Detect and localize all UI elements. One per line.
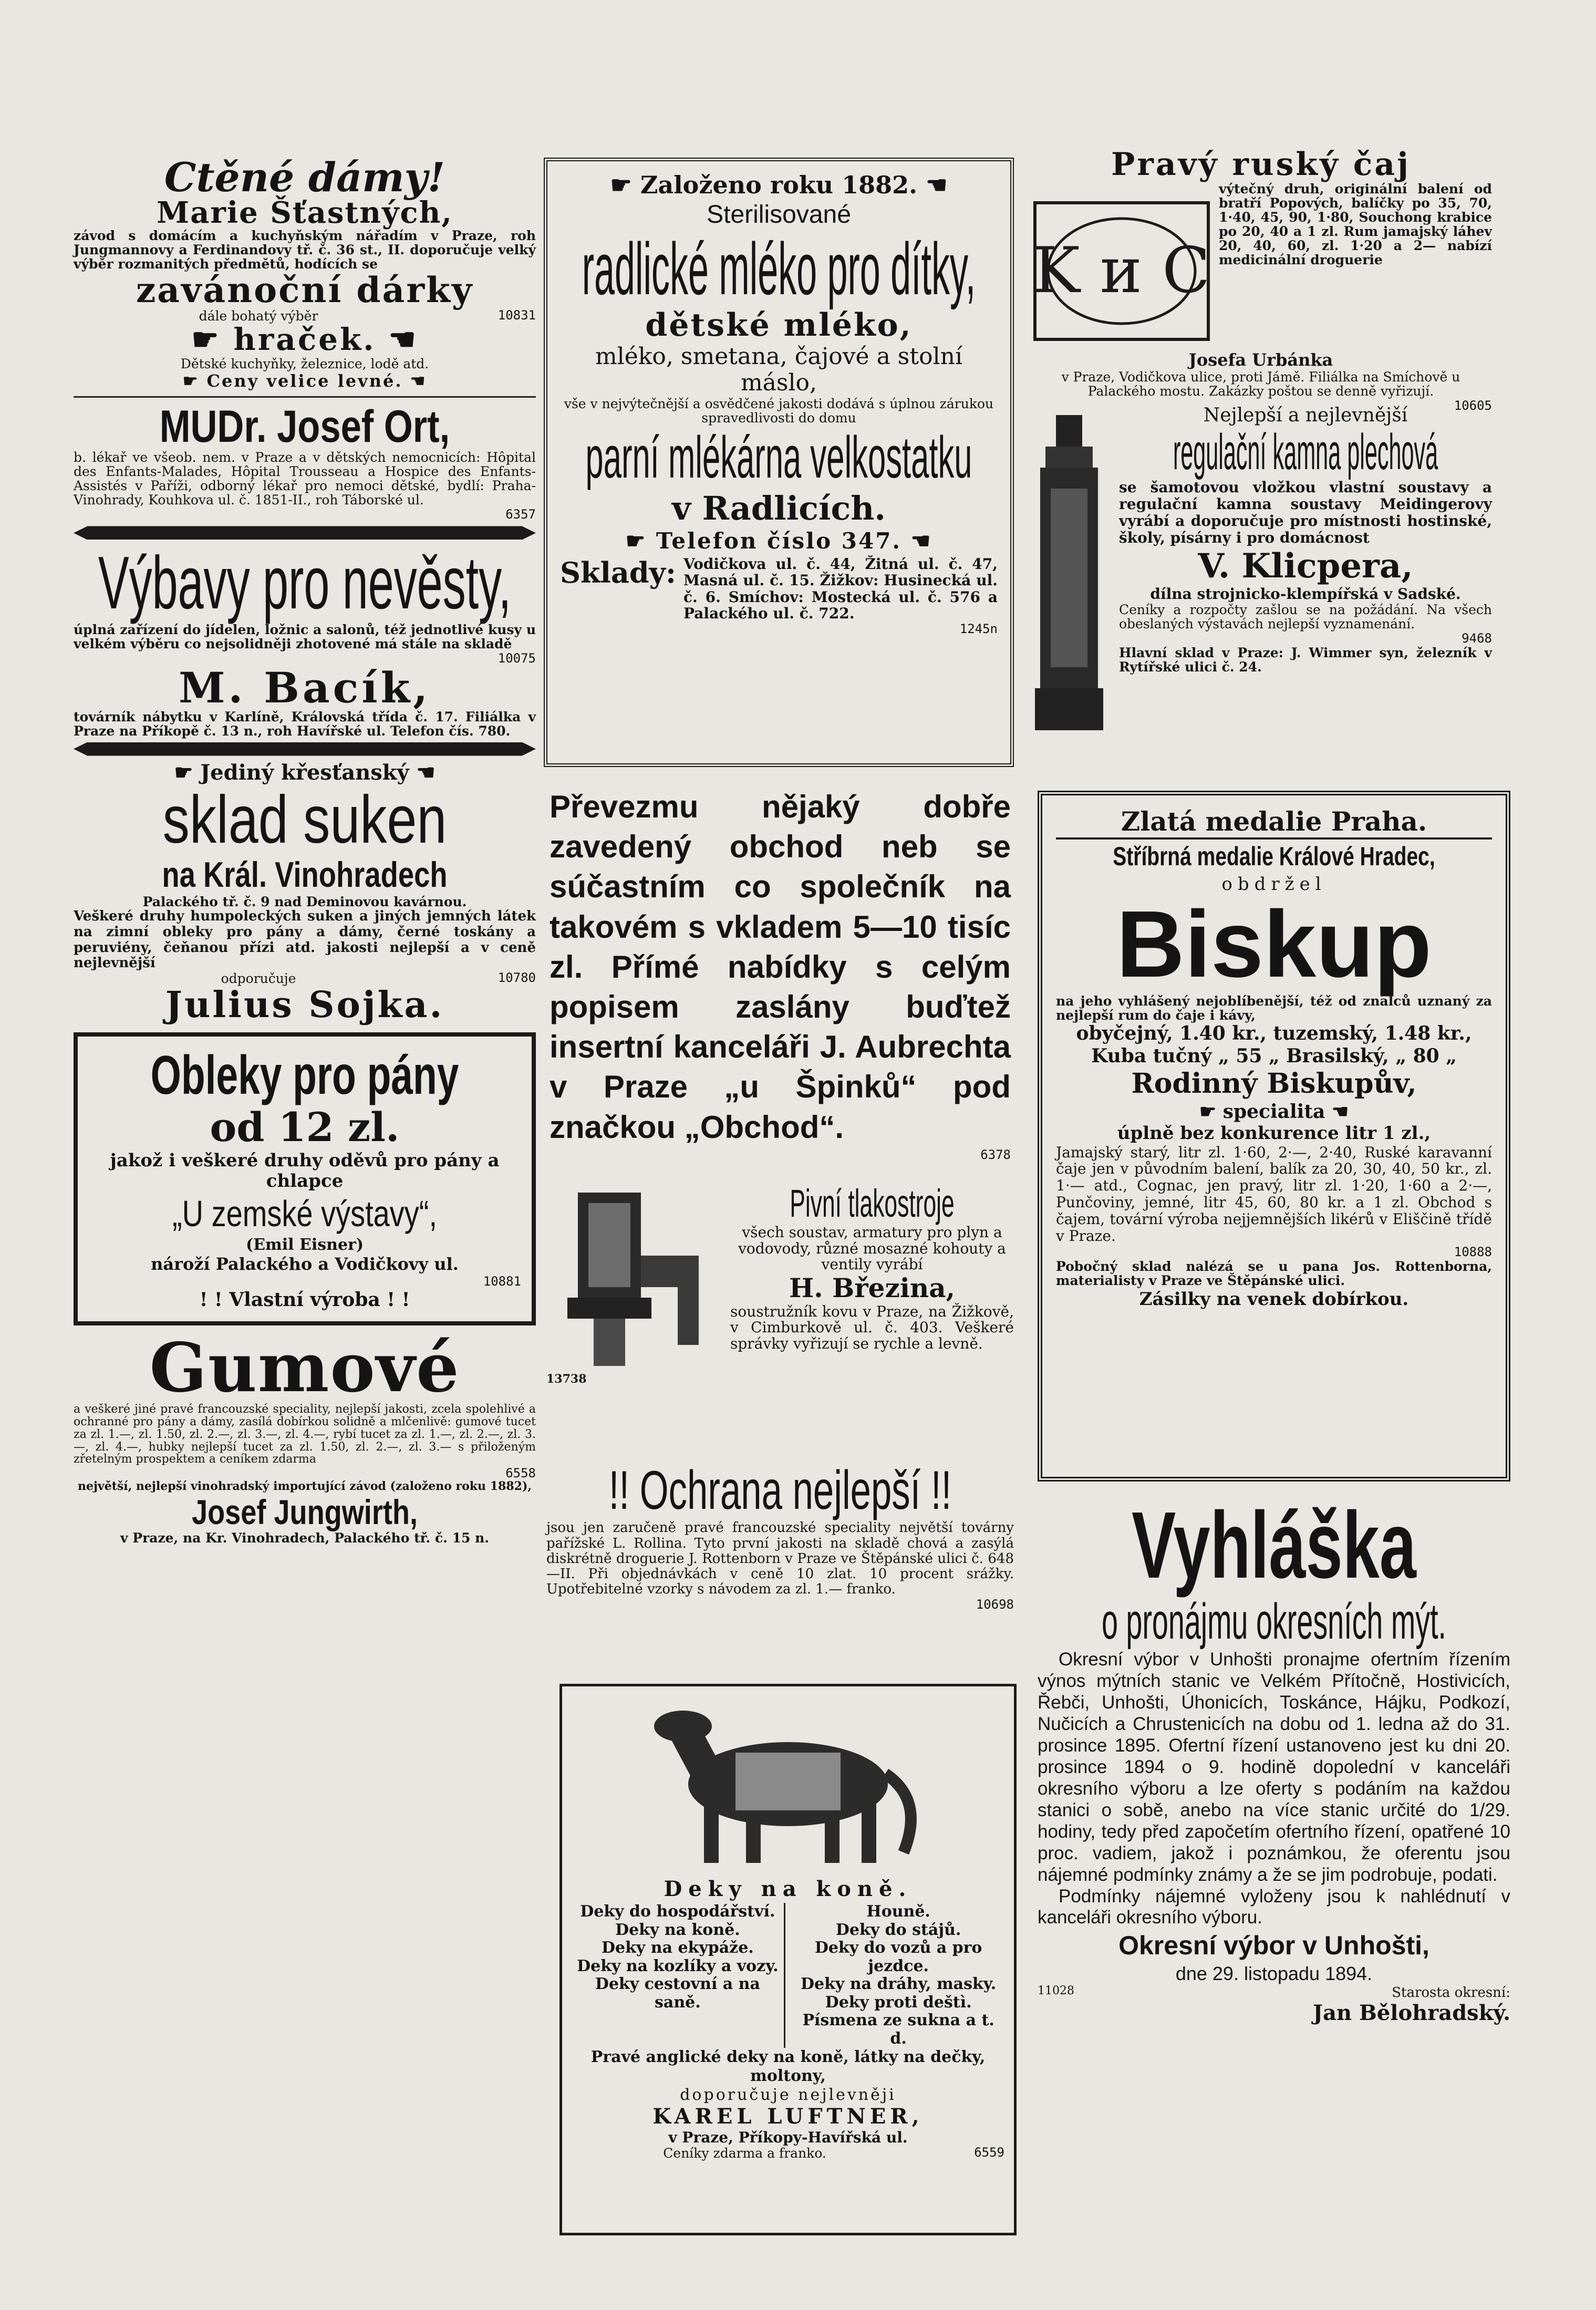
ad-top: ☛ Založeno roku 1882. ☚: [560, 171, 998, 200]
ad-medal: Zlatá medalie Praha.: [1056, 806, 1492, 840]
ad-number: 10605: [1454, 398, 1492, 413]
horse-illustration: [572, 1695, 1004, 1873]
ad-list: mléko, smetana, čajové a stolní máslo,: [595, 343, 963, 397]
ad-address: v Praze, Vodičkova ulice, proti Jámě. Filiálka na Smíchově u Palackého mostu. Zakázky poštou se denně vyřizují.: [1061, 369, 1460, 399]
ad-top: ☛ Jediný křesťanský ☚: [74, 760, 536, 785]
ad-number: 10780: [498, 970, 536, 986]
ad-name: H. Březina,: [789, 1272, 955, 1304]
ad-heading: sklad suken: [162, 782, 447, 857]
ad-number: 11028: [1038, 1984, 1074, 1998]
ad-number: 1245n: [959, 621, 998, 637]
notice-title: Starosta okresní:: [1392, 1985, 1510, 2001]
ad-klicpera: [1030, 405, 1492, 772]
ad-line: dále bohatý výběr: [199, 308, 318, 324]
ad-name: Josefa Urbánka: [1188, 350, 1333, 370]
ad-phone: ☛ Telefon číslo 347. ☚: [560, 527, 998, 556]
ad-address: Palackého tř. č. 9 nad Deminovou kavárnou.: [142, 894, 467, 909]
ad-line: největší, nejlepší vinohradský importující závod (založeno roku 1882),: [77, 1479, 532, 1494]
ad-bacik: [74, 541, 536, 739]
ad-heading: !! Ochrana nejlepší !!: [608, 1460, 952, 1521]
ad-heading: Pivní tlakostroje: [790, 1182, 955, 1225]
ad-sub: dílna strojnicko-klempířská v Sadské.: [1150, 585, 1461, 603]
list-heading: Houně.: [866, 1902, 930, 1921]
ad-price: od 12 zl.: [210, 1104, 400, 1151]
list-item: Písmena ze sukna a t. d.: [802, 2011, 994, 2048]
ad-line: ☛ Ceny velice levné. ☚: [74, 371, 536, 391]
ad-address: v Praze, na Kr. Vinohradech, Palackého tř. č. 15 n.: [120, 1530, 489, 1546]
ad-name: KAREL LUFTNER,: [652, 2104, 924, 2129]
list-item: Deky na ekypáže.: [602, 1939, 754, 1957]
ad-heading: Gumové: [149, 1328, 460, 1407]
notice-office: Okresní výbor v Unhošti,: [1118, 1931, 1429, 1961]
ad-number: 10881: [483, 1273, 521, 1289]
ad-body: soustružník kovu v Praze, na Žižkově, v Cimburkově ul. č. 403. Veškeré správky vyřizují se rychle a levně.: [730, 1303, 1014, 1352]
ad-number: 10075: [498, 650, 536, 666]
ad-name: Josef Jungwirth,: [191, 1492, 418, 1531]
ad-line: odporučuje: [221, 971, 296, 987]
ad-store: „U zemské výstavy“,: [172, 1193, 438, 1234]
ad-dairy: parní mlékárna velkostatku: [585, 424, 972, 490]
notice-heading: Vyhláška: [1132, 1493, 1416, 1598]
ad-body: vše v nejvýtečnější a osvědčené jakosti dodává s úplnou zárukou spravedlivosti do domu: [564, 396, 994, 426]
ad-heading: Výbavy pro nevěsty,: [98, 541, 512, 625]
ad-line: Dětské kuchyňky, železnice, lodě atd.: [180, 356, 429, 372]
ad-body: Jamajský starý, litr zl. 1·60, 2·—, 2·40, Ruské karavanní čaje jen v původním balení, balík za 20, 30, 40, 50 kr., zl. 1·— atd., Cognac, jen pravý, litr zl. 1·20, 1·60 a 2·—, Punčoviny, jemné, litr 45, 60, 80 kr. a 1 zl. Obchod s čajem, tovární výroba nejjemnějších likérů v Eliščině třídě v Praze.: [1056, 1143, 1492, 1245]
ad-heading: Pravý ruský čaj: [1111, 146, 1411, 183]
list-item: Deky do hospodářství.: [580, 1902, 775, 1921]
list-item: Deky na kozlíky a vozy.: [577, 1956, 779, 1975]
list-item: Deky na koně.: [615, 1920, 740, 1939]
ad-obleky-box: [74, 1032, 536, 1325]
ad-owner: (Emil Eisner): [245, 1235, 364, 1254]
ad-body: Převezmu nějaký dobře zavedený obchod neb se súčastním co společník na takovém s vkladem 5—10 tisíc zl. Přímé nabídky s celým popisem zaslány buďtež insertní kanceláři J. Aubrechta v Praze „u Špinků“ pod značkou „Obchod“.: [550, 789, 1011, 1145]
column-left: [74, 154, 536, 2238]
ad-name: M. Bacík,: [178, 662, 431, 712]
ad-heading: MUDr. Josef Ort,: [159, 401, 450, 452]
ad-number: 6357: [505, 507, 536, 522]
list-item: Deky cestovní a na saně.: [595, 1975, 760, 2012]
ad-jungwirth: [74, 1328, 536, 1546]
ad-number: 10698: [976, 1597, 1014, 1612]
ad-name: Marie Šťastných,: [157, 195, 453, 230]
ad-russian-tea: [1030, 146, 1492, 413]
ad-body: Ceníky a rozpočty zašlou se na požádání. Na všech obeslaných výstavách nejlepší vyznamenání.: [1119, 602, 1492, 632]
ad-body: se šamotovou vložkou vlastní soustavy a regulační kamna soustavy Meidingerovy vyrábí a doporučuje pro místnosti hostinské, školy, písárny i pro domácnost: [1119, 478, 1492, 547]
ad-top: Nejlepší a nejlevnější: [1203, 405, 1408, 426]
ad-place: na Král. Vinohradech: [162, 854, 448, 895]
ad-place: v Radlicích.: [672, 489, 886, 528]
stove-illustration: [1030, 415, 1108, 751]
notice-signer: Jan Bělohradský.: [1313, 2001, 1510, 2026]
ad-prices: obyčejný, 1.40 kr., tuzemský, 1.48 kr.,: [1076, 1022, 1472, 1044]
ad-body: na jeho vyhlášený nejoblíbenější, též od znalců uznaný za nejlepší rum do čaje i kávy,: [1056, 993, 1492, 1023]
ad-julius-sojka: [74, 760, 536, 1025]
list-item: Deky do vozů a pro jezdce.: [814, 1939, 982, 1975]
ad-number: 10831: [498, 308, 536, 323]
notice-date: dne 29. listopadu 1894.: [1175, 1963, 1373, 1985]
ad-body: Veškeré druhy humpoleckých suken a jiných jemných látek na zimní obleky pro pány a dámy, černé toskány a peruviény, čeňanou přízi atd. jakosti nejlepší a v ceně nejlevnější: [74, 908, 536, 971]
divider: [74, 742, 536, 756]
ad-address: v Praze, Příkopy-Havířská ul.: [668, 2129, 908, 2146]
ad-heading: Deky na koně.: [664, 1877, 913, 1901]
ad-body: jakož i veškeré druhy oděvů pro pány a chlapce: [110, 1149, 500, 1192]
ad-line: Pravé anglické deky na koně, látky na dečky, moltony,: [590, 2048, 986, 2085]
ad-stores: Vodičkova ul. č. 44, Žitná ul. č. 47, Masná ul. č. 15. Žižkov: Husinecká ul. č. 6. Smíchov: Mostecká ul. č. 576 a Palackého ul. č. 722.: [683, 555, 998, 623]
tea-logo-text: K и C: [1033, 234, 1210, 307]
ad-address: Hlavní sklad v Praze: J. Wimmer syn, železník v Rytířské ulici č. 24.: [1119, 645, 1492, 675]
ad-brezina: [546, 1182, 1014, 1455]
list-item: Deky na dráhy, masky.: [801, 1975, 997, 1993]
beer-tap-illustration: [546, 1182, 720, 1371]
notice-subheading: o pronájmu okresních mýt.: [1101, 1593, 1447, 1650]
divider: [74, 396, 536, 398]
blanket-list-left: [572, 1903, 785, 2048]
ad-number: 6559: [974, 2145, 1004, 2160]
ad-number: 9468: [1462, 631, 1492, 646]
divider: [74, 526, 536, 540]
ad-body: všech soustav, armatury pro plyn a vodovody, různé mosazné kohouty a ventily vyrábí: [738, 1224, 1006, 1273]
ad-luftner-blankets: [559, 1684, 1017, 2235]
ad-medal: Stříbrná medalie Králové Hradec,: [1113, 842, 1435, 871]
ad-heading: Biskup: [1116, 892, 1432, 997]
ad-kind: dětské mléko,: [645, 306, 913, 344]
blanket-list-right: [792, 1903, 1004, 2048]
ad-number: 10888: [1454, 1245, 1492, 1259]
notice-unhost-tolls: [1038, 1493, 1510, 2233]
ad-mudr-ort: [74, 403, 536, 522]
ad-rottenborn: [546, 1460, 1014, 1671]
ad-body: závod s domácím a kuchyňským nářadím v Praze, roh Jungmannovy a Ferdinandovy tř. č. 36 st., II. doporučuje velký výběr rozmanitých předmětů, hodících se: [74, 227, 536, 272]
ad-biskup: [1038, 791, 1510, 1482]
ad-number: 13738: [546, 1372, 587, 1386]
notice-body: Podmínky nájemné vyloženy jsou k nahlédnutí v kanceláři okresního výboru.: [1038, 1886, 1510, 1928]
ad-aubrecht-business: [546, 783, 1014, 1166]
ad-body: úplná zařízení do jídelen, ložnic a salonů, též jednotlivé kusy u velkém výběru co nejsolidněji zhotovené má stále na skladě: [74, 621, 536, 651]
tea-brand-logo: [1030, 198, 1214, 355]
ad-stores-label: Sklady:: [560, 556, 676, 590]
list-item: Deky do stájů.: [835, 1920, 961, 1939]
ad-line: doporučuje nejlevněji: [680, 2086, 896, 2104]
ad-body: výtečný druh, originální balení od bratří Popových, balíčky po 35, 70, 1·40, 45, 90, 1·80, Souchong krabice po 20, 40 a 1 zl. Rum jamajský láhev 20, 40, 60, zl. 1·20 a 2— nabízí medicinální droguerie: [1219, 181, 1492, 267]
list-item: Deky proti deštì.: [825, 1993, 972, 2012]
ad-branch: Pobočný sklad nalézá se u pana Jos. Rottenborna, materialisty v Praze ve Štěpánské ulici.: [1056, 1259, 1492, 1288]
ad-heading: regulační kamna plechová: [1173, 424, 1438, 480]
ad-line: Ceníky zdarma a franko.: [663, 2146, 826, 2161]
ad-body: jsou jen zaručeně pravé francouzské speciality největší továrny pařížské L. Rollina. Tyto první jakosti na skladě chová a zasýlá diskrétně droguerie J. Rottenborn v Praze ve Štěpánské ulici č. 648—II. Při objednávkách v ceně 10 zlat. 10 procent srážky. Upotřebitelné vzorky s návodem za zl. 1.— franko.: [546, 1520, 1014, 1597]
ad-big-text: zavánoční dárky: [136, 269, 474, 310]
ad-body: b. lékař ve všeob. nem. v Praze a v dětských nemocnicích: Hôpital des Enfants-Malades, Hôpital Trousseau a Hospice des Enfants-Assistés v Paříži, odborný lékař pro nemoci dětské, bydlí: Praha-Vinohrady, Kouhkova ul. č. 1851-II., roh Táborské ul.: [74, 450, 536, 508]
ad-line: obdržel: [1221, 874, 1326, 895]
ad-address: továrník nábytku v Karlíně, Královská třída č. 17. Filiálka v Praze na Příkopě č. 13 n., roh Havířské ul. Telefon čís. 780.: [74, 709, 536, 739]
ad-line: Zásilky na venek dobírkou.: [1139, 1289, 1409, 1310]
ad-number: 6558: [505, 1466, 536, 1481]
ad-toys: ☛ hraček. ☚: [74, 323, 536, 357]
ad-name: V. Klicpera,: [1198, 546, 1413, 586]
notice-body: Okresní výbor v Unhošti pronajme ofertním řízením výnos mýtních stanic ve Velkém Přítočně, Hostivicích, Řebči, Unhošti, Úhonicích, Toskánce, Hájku, Podkozí, Nučicích a Chrustenicích na dobu od 1. ledna až do 31. prosince 1895. Ofertní řízení ustanoveno jest ku dni 20. prosince 1894 o 9. hodině dopolední v kanceláři okresního výboru a lze oferty s podáním na každou stanici o sobě, anebo na více stanic určité do 1/29. hodiny, tedy před započetím ofertního řízení, opatřené 10 proc. vadiem, jakož i poznámkou, že oferentu jsou nájemné podmínky známy a že se jim podrobuje, podati.: [1038, 1649, 1510, 1885]
ad-tagline: ! ! Vlastní výroba ! !: [199, 1288, 410, 1311]
ad-address: nároží Palackého a Vodičkovy ul.: [151, 1254, 459, 1274]
ad-number: 6378: [980, 1147, 1011, 1162]
ad-heading: Ctěné dámy!: [164, 154, 445, 201]
ad-marie-stastnych: [74, 154, 536, 391]
ad-spec-line: úplně bez konkurence litr 1 zl.,: [1117, 1122, 1431, 1144]
ad-spec: ☛ specialita ☚: [1056, 1101, 1492, 1123]
ad-line: Sterilisované: [707, 201, 851, 229]
ad-sub: Rodinný Biskupův,: [1131, 1068, 1417, 1100]
ad-name: Julius Sojka.: [165, 984, 444, 1027]
ad-heading: radlické mléko pro dítky,: [582, 227, 976, 310]
ad-radlice-milk: [544, 158, 1014, 767]
ad-heading: Obleky pro pány: [150, 1045, 459, 1106]
ad-body: a veškeré jiné pravé francouzské speciality, nejlepší jakosti, zcela spolehlivé a ochranné pro pány a dámy, zasílá dobírkou solidně a mlčenlivě: gumové tucet za zl. 1.—, zl. 1.50, zl. 2.—, zl. 3.—, zl. 4.—, rybí tucet za zl. 1.—, zl. 2.—, zl. 3.—, zl. 4.—, hubky nejlepší tucet za zl. 1.50, zl. 2.—, zl. 3.— s přiloženým zřetelným prospektem a ceníkem zdarma: [74, 1403, 536, 1466]
ad-prices: Kuba tučný „ 55 „ Brasilský, „ 80 „: [1091, 1045, 1457, 1068]
